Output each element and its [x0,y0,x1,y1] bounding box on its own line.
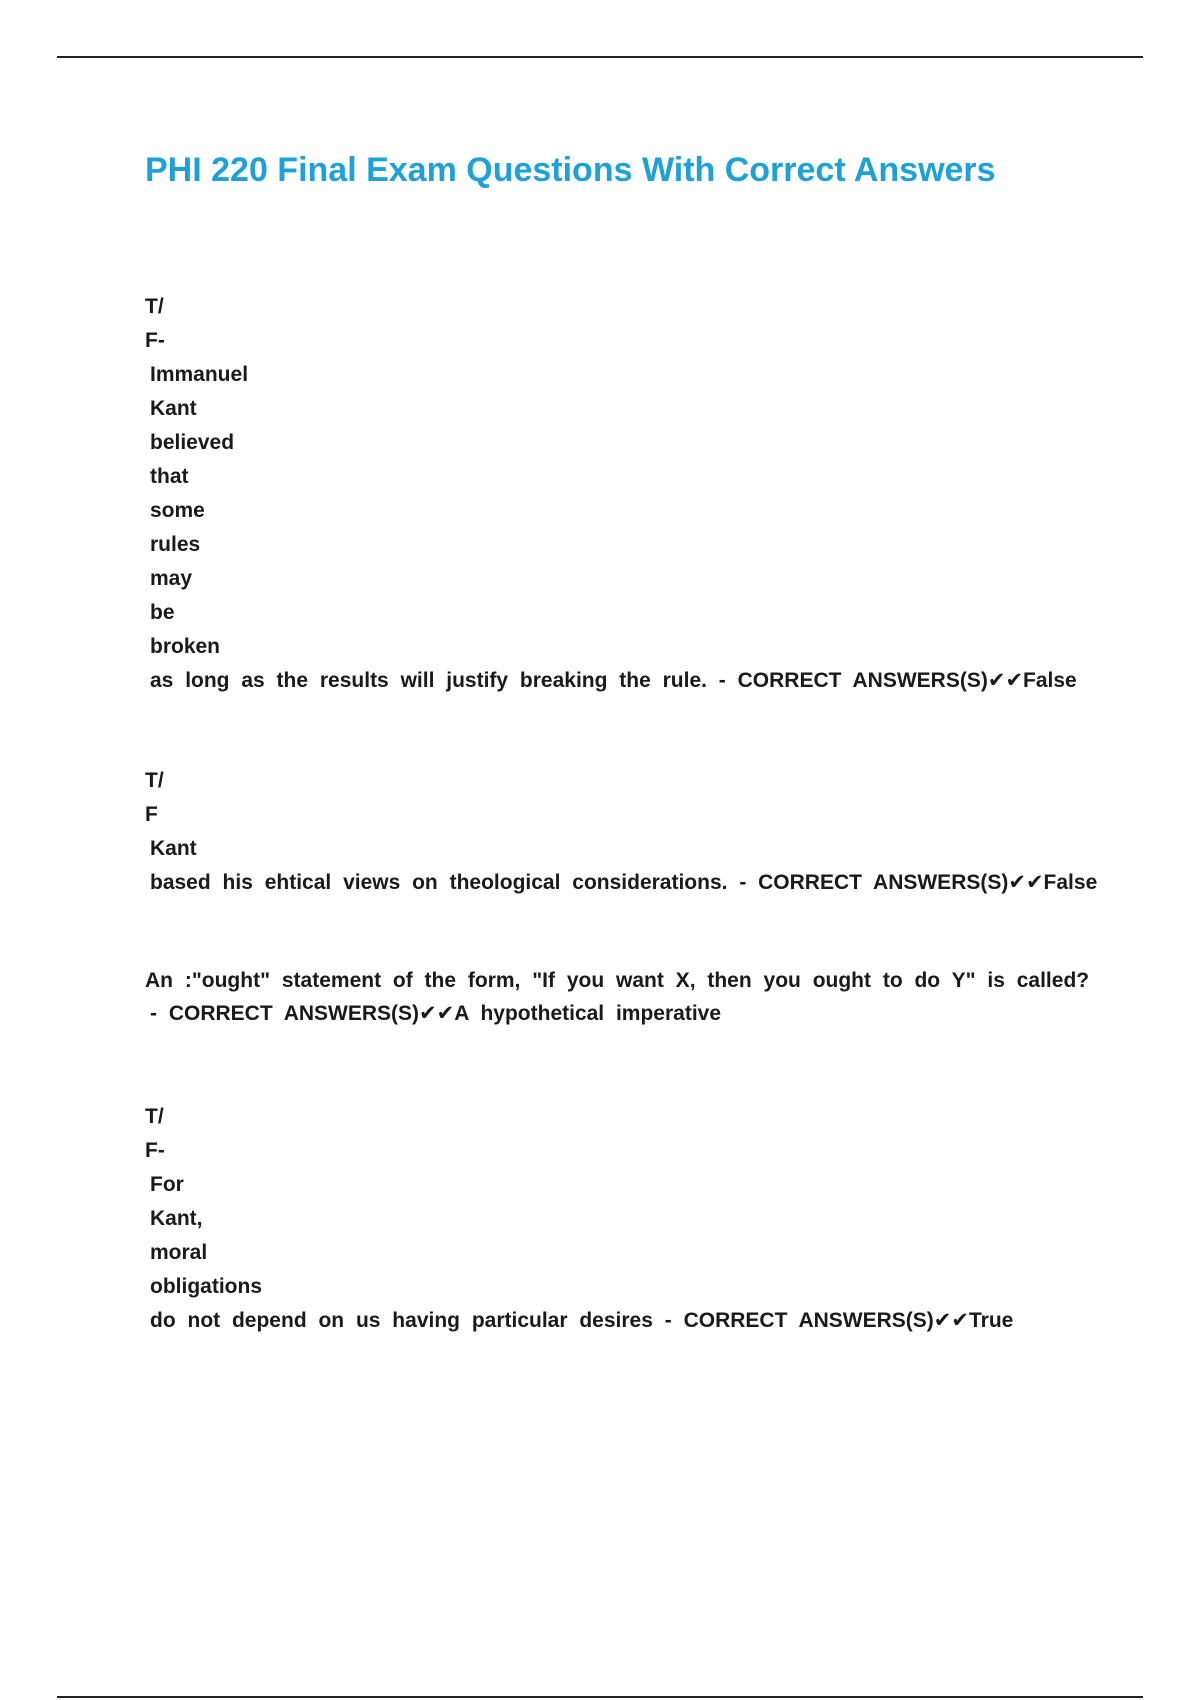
question-text-line: T/ [145,1105,164,1128]
question-text-line: believed [150,431,235,454]
question-block [145,964,1089,1030]
question-text-line: obligations [150,1275,262,1298]
question-text-line: broken [150,635,221,658]
question-text-line: F- [145,329,165,352]
answer-line: based his ehtical views on theological considerations. - CORRECT ANSWERS(S)✔✔False [150,871,1098,894]
question-text-line: moral [150,1241,208,1264]
question-text-line: Kant [150,837,197,860]
question-text-line: For [150,1173,184,1196]
question-block [145,1100,1013,1338]
document-title: PHI 220 Final Exam Questions With Correct Answers [145,151,996,189]
question-text-line: may [150,567,193,590]
question-text-line: Kant, [150,1207,203,1230]
top-rule [57,56,1143,58]
question-text-line: some [150,499,205,522]
question-text-line: T/ [145,295,164,318]
question-text-line: T/ [145,769,164,792]
question-text-line: F [145,803,158,826]
question-text-line: Kant [150,397,197,420]
question-text-line: be [150,601,175,624]
answer-line: do not depend on us having particular desires - CORRECT ANSWERS(S)✔✔True [150,1309,1014,1332]
answer-line: as long as the results will justify breaking the rule. - CORRECT ANSWERS(S)✔✔False [150,669,1077,692]
question-text-line: Immanuel [150,363,249,386]
question-block [145,764,1097,900]
question-text-line: rules [150,533,201,556]
question-block [145,290,1077,698]
bottom-rule [57,1696,1143,1698]
answer-line: - CORRECT ANSWERS(S)✔✔A hypothetical imperative [150,1002,722,1025]
question-text-line: that [150,465,189,488]
question-text-line: F- [145,1139,165,1162]
question-text-line: An :"ought" statement of the form, "If you want X, then you ought to do Y" is called? [145,969,1090,992]
